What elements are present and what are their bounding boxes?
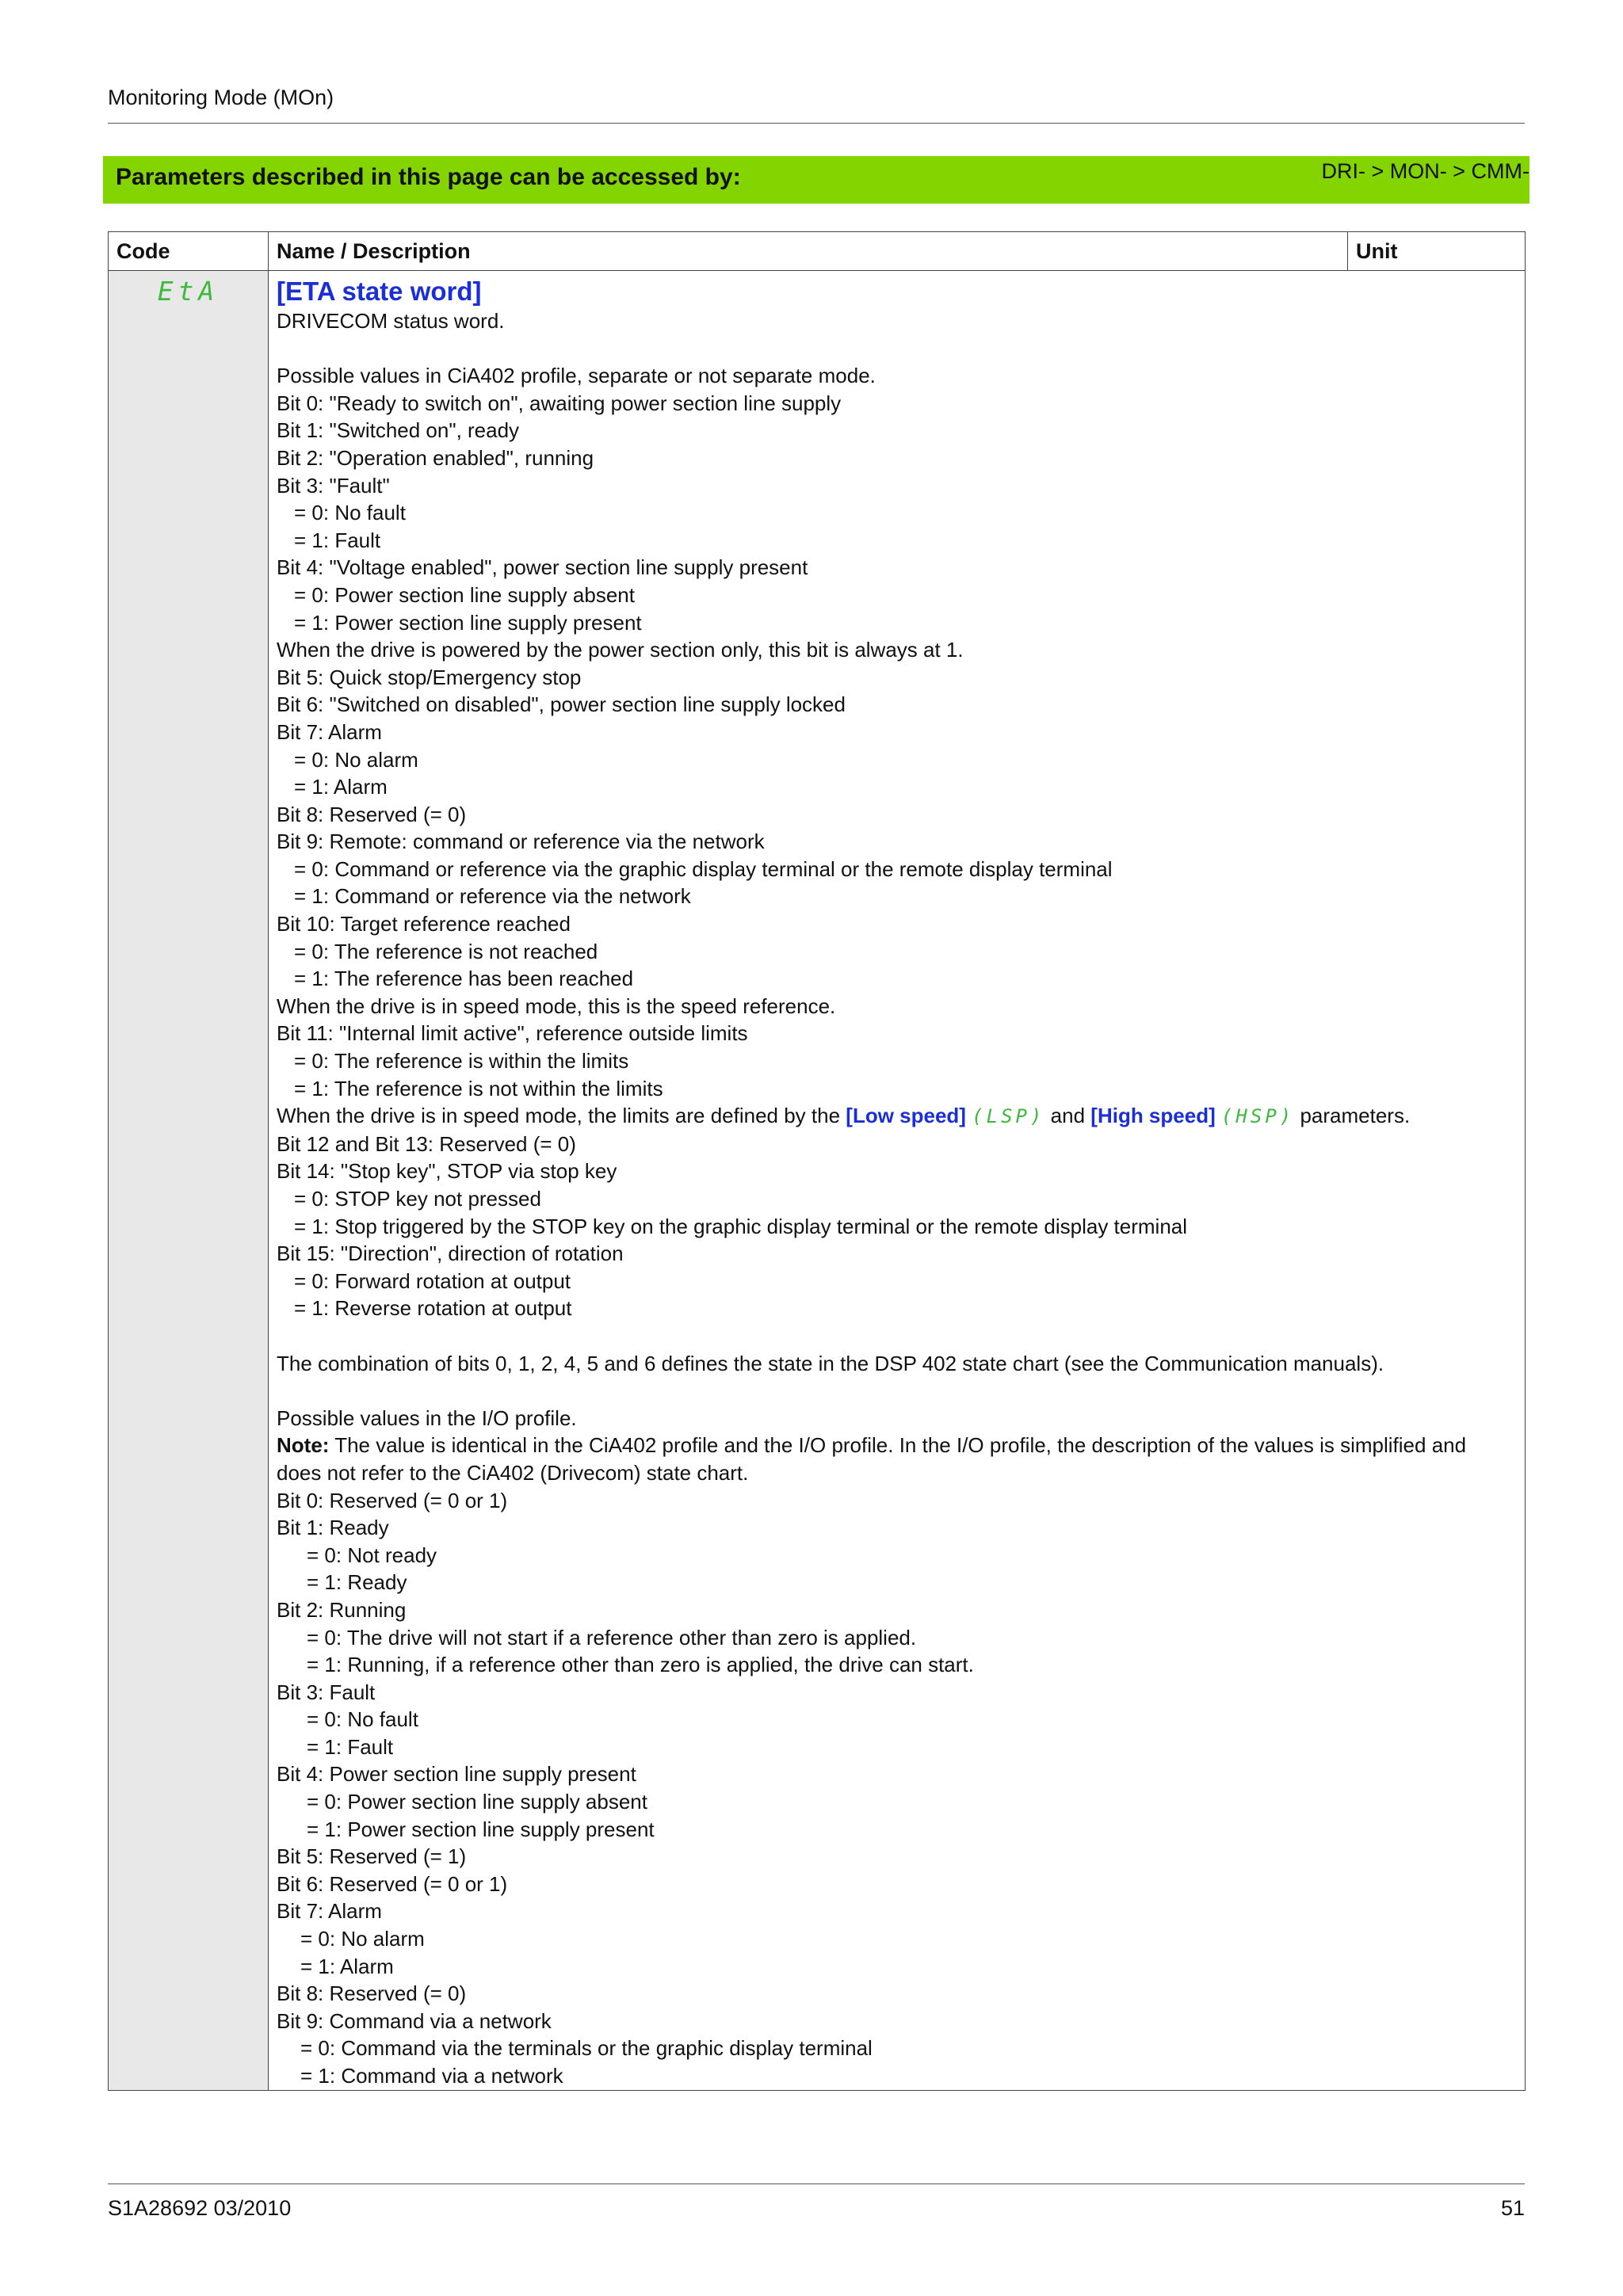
- description-line: = 0: Power section line supply absent: [294, 582, 635, 607]
- column-header-name: Name / Description: [269, 232, 1348, 271]
- description-line: Bit 3: Fault: [277, 1680, 376, 1704]
- description-line: Possible values in the I/O profile.: [277, 1405, 577, 1430]
- description-line: Bit 7: Alarm: [277, 1899, 382, 1924]
- description-line: = 0: No fault: [307, 1707, 418, 1732]
- description-line: = 0: The drive will not start if a reference other than zero is applied.: [307, 1625, 917, 1650]
- description-line: = 1: Fault: [307, 1734, 394, 1759]
- code-cell: [109, 271, 269, 2091]
- description-line: = 0: No alarm: [294, 747, 418, 772]
- limits-line: [277, 1102, 1525, 1131]
- description-line: = 1: Stop triggered by the STOP key on the graphic display terminal or the remote display terminal: [294, 1214, 1188, 1238]
- low-speed-code-text: LSP: [986, 1105, 1030, 1128]
- description-line: = 1: The reference has been reached: [294, 967, 634, 991]
- description-line: Bit 2: Running: [277, 1597, 407, 1622]
- description-line: Bit 3: "Fault": [277, 473, 390, 498]
- access-bar-path: DRI- > MON- > CMM-: [1321, 159, 1529, 183]
- description-line: = 0: No fault: [294, 501, 406, 525]
- description-line: Bit 11: "Internal limit active", reference outside limits: [277, 1021, 748, 1046]
- description-line: Bit 8: Reserved (= 0): [277, 802, 467, 826]
- description-line: The combination of bits 0, 1, 2, 4, 5 and 6 defines the state in the DSP 402 state chart (see the Communication manuals).: [277, 1351, 1384, 1375]
- description-line: Bit 8: Reserved (= 0): [277, 1981, 467, 2006]
- description-line: = 1: Ready: [307, 1570, 407, 1595]
- description-line: = 1: Running, if a reference other than zero is applied, the drive can start.: [307, 1653, 974, 1677]
- access-bar-title: Parameters described in this page can be accessed by:: [116, 164, 741, 190]
- description-line: = 1: Alarm: [300, 1954, 394, 1978]
- description-block-cia402-cont: [277, 1131, 1525, 1432]
- description-line: Bit 9: Remote: command or reference via the network: [277, 830, 765, 854]
- parameter-table: [108, 231, 1526, 2091]
- description-line: = 0: Command or reference via the graphic display terminal or the remote display terminal: [294, 856, 1113, 881]
- description-line: = 0: STOP key not pressed: [294, 1187, 541, 1211]
- description-line: [277, 1322, 1525, 1350]
- page-header-section: Monitoring Mode (MOn): [108, 86, 334, 109]
- description-line: = 0: The reference is within the limits: [294, 1049, 629, 1074]
- description-line: = 1: Fault: [294, 528, 381, 552]
- description-line: Bit 6: "Switched on disabled", power section line supply locked: [277, 692, 846, 717]
- description-line: Bit 1: Ready: [277, 1516, 389, 1540]
- description-line: = 0: Not ready: [307, 1543, 437, 1567]
- description-line: = 1: The reference is not within the limits: [294, 1076, 663, 1100]
- column-header-unit: Unit: [1348, 232, 1526, 271]
- footer-page-number: 51: [1500, 2196, 1525, 2220]
- description-line: = 1: Command or reference via the network: [294, 884, 691, 909]
- low-speed-code: (LSP): [972, 1105, 1045, 1128]
- high-speed-code: (HSP): [1220, 1105, 1295, 1128]
- description-line: [277, 1377, 1525, 1405]
- description-line: When the drive is in speed mode, this is the speed reference.: [277, 994, 836, 1018]
- note-text: The value is identical in the CiA402 profile and the I/O profile. In the I/O profile, the description of the values is simplified and does not refer to the CiA402 (Drivecom) state chart.: [277, 1433, 1467, 1485]
- description-line: Bit 1: "Switched on", ready: [277, 418, 520, 443]
- description-line: Bit 5: Quick stop/Emergency stop: [277, 665, 582, 689]
- table-header-row: [109, 232, 1526, 271]
- limits-text-after: parameters.: [1294, 1104, 1411, 1128]
- description-line: = 0: No alarm: [300, 1927, 425, 1951]
- description-line: = 1: Power section line supply present: [307, 1817, 655, 1841]
- description-cell: [269, 271, 1526, 2091]
- description-line: = 0: Forward rotation at output: [294, 1268, 571, 1293]
- description-line: Bit 4: "Voltage enabled", power section line supply present: [277, 555, 808, 580]
- description-line: Bit 10: Target reference reached: [277, 912, 571, 936]
- header-rule: [108, 123, 1525, 124]
- description-line: Possible values in CiA402 profile, separate or not separate mode.: [277, 364, 876, 388]
- description-line: Bit 9: Command via a network: [277, 2008, 552, 2033]
- description-line: Bit 14: "Stop key", STOP via stop key: [277, 1159, 617, 1184]
- footer-rule: [108, 2183, 1525, 2184]
- description-line: Bit 0: Reserved (= 0 or 1): [277, 1488, 508, 1512]
- low-speed-ref: [Low speed]: [846, 1104, 966, 1128]
- parameter-title: [ETA state word]: [277, 277, 482, 306]
- description-line: = 0: Command via the terminals or the graphic display terminal: [300, 2036, 873, 2061]
- column-header-code: Code: [109, 232, 269, 271]
- table-row: [109, 271, 1526, 2091]
- limits-text-mid: and: [1044, 1104, 1091, 1128]
- description-line: Bit 12 and Bit 13: Reserved (= 0): [277, 1131, 576, 1156]
- high-speed-ref: [High speed]: [1090, 1104, 1216, 1128]
- description-line: Bit 2: "Operation enabled", running: [277, 445, 594, 470]
- description-block-cia402: [277, 307, 1525, 1102]
- description-line: Bit 7: Alarm: [277, 719, 382, 744]
- note-label: Note:: [277, 1433, 330, 1458]
- high-speed-code-text: HSP: [1235, 1105, 1280, 1128]
- description-line: [277, 335, 1525, 363]
- description-line: = 1: Alarm: [294, 775, 388, 799]
- description-block-io: [277, 1487, 1525, 2090]
- description-line: = 1: Reverse rotation at output: [294, 1296, 572, 1321]
- description-line: Bit 15: "Direction", direction of rotation: [277, 1241, 624, 1266]
- access-bar: [103, 156, 1529, 204]
- description-line: = 0: The reference is not reached: [294, 939, 598, 963]
- description-line: Bit 5: Reserved (= 1): [277, 1844, 467, 1869]
- description-line: DRIVECOM status word.: [277, 309, 505, 333]
- parameter-code: EtA: [157, 276, 220, 307]
- note-line: [277, 1432, 1525, 1486]
- limits-text-before: When the drive is in speed mode, the limits are defined by the: [277, 1104, 846, 1128]
- description-line: Bit 0: "Ready to switch on", awaiting power section line supply: [277, 391, 842, 415]
- description-line: = 1: Power section line supply present: [294, 610, 642, 635]
- footer-doc-id: S1A28692 03/2010: [108, 2196, 292, 2220]
- description-line: Bit 4: Power section line supply present: [277, 1762, 636, 1787]
- description-line: = 0: Power section line supply absent: [307, 1790, 647, 1814]
- description-line: When the drive is powered by the power section only, this bit is always at 1.: [277, 638, 964, 662]
- description-line: = 1: Command via a network: [300, 2064, 563, 2088]
- description-line: Bit 6: Reserved (= 0 or 1): [277, 1871, 508, 1896]
